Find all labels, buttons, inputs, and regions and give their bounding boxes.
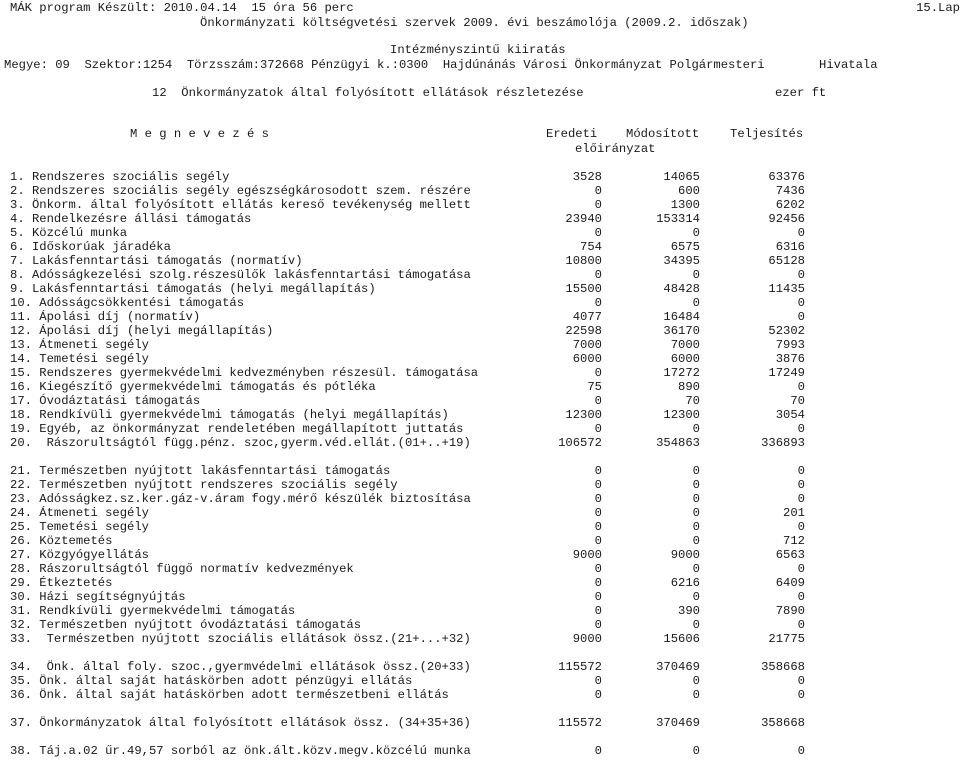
section-title: 12 Önkormányzatok által folyósított ellátások részletezése — [152, 86, 584, 100]
value-actual: 0 — [797, 492, 805, 506]
value-actual: 6409 — [775, 576, 805, 590]
value-modified: 6000 — [670, 352, 700, 366]
value-actual: 336893 — [761, 436, 805, 450]
row-label: 12. Ápolási díj (helyi megállapítás) — [10, 324, 274, 338]
value-original: 0 — [594, 674, 602, 688]
value-modified: 390 — [678, 604, 700, 618]
value-original: 0 — [594, 562, 602, 576]
table-row — [0, 310, 960, 324]
value-actual: 0 — [797, 688, 805, 702]
row-label: 22. Természetben nyújtott rendszeres szociális segély — [10, 478, 398, 492]
value-modified: 0 — [692, 464, 700, 478]
value-original: 23940 — [565, 212, 602, 226]
row-label: 13. Átmeneti segély — [10, 338, 149, 352]
table-row — [0, 632, 960, 646]
value-original: 0 — [594, 688, 602, 702]
value-actual: 0 — [797, 562, 805, 576]
value-original: 9000 — [572, 548, 602, 562]
value-actual: 11435 — [768, 282, 805, 296]
row-label: 6. Időskorúak járadéka — [10, 240, 171, 254]
value-original: 0 — [594, 520, 602, 534]
row-label: 23. Adósságkez.sz.ker.gáz-v.áram fogy.mérő készülék biztosítása — [10, 492, 471, 506]
value-actual: 0 — [797, 744, 805, 758]
value-modified: 9000 — [670, 548, 700, 562]
value-original: 12300 — [565, 408, 602, 422]
value-actual: 65128 — [768, 254, 805, 268]
value-modified: 0 — [692, 520, 700, 534]
value-actual: 712 — [783, 534, 805, 548]
value-original: 15500 — [565, 282, 602, 296]
value-modified: 17272 — [663, 366, 700, 380]
row-label: 16. Kiegészítő gyermekvédelmi támogatás és pótléka — [10, 380, 376, 394]
table-row — [0, 744, 960, 758]
row-label: 28. Rászorultságtól függő normatív kedvezmények — [10, 562, 354, 576]
table-row — [0, 618, 960, 632]
value-original: 7000 — [572, 338, 602, 352]
value-modified: 0 — [692, 744, 700, 758]
value-original: 0 — [594, 506, 602, 520]
table-row — [0, 170, 960, 184]
value-actual: 0 — [797, 478, 805, 492]
table-row — [0, 422, 960, 436]
value-modified: 0 — [692, 674, 700, 688]
row-label: 35. Önk. által saját hatáskörben adott pénzügyi ellátás — [10, 674, 413, 688]
table-row — [0, 184, 960, 198]
table-row — [0, 576, 960, 590]
table-row — [0, 254, 960, 268]
value-actual: 201 — [783, 506, 805, 520]
value-original: 0 — [594, 366, 602, 380]
row-label: 1. Rendszeres szociális segély — [10, 170, 230, 184]
value-original: 0 — [594, 464, 602, 478]
value-actual: 3054 — [775, 408, 805, 422]
row-label: 31. Rendkívüli gyermekvédelmi támogatás — [10, 604, 296, 618]
value-modified: 0 — [692, 268, 700, 282]
row-label: 17. Óvodáztatási támogatás — [10, 394, 201, 408]
value-actual: 0 — [797, 296, 805, 310]
value-actual: 92456 — [768, 212, 805, 226]
value-modified: 153314 — [656, 212, 700, 226]
row-label: 15. Rendszeres gyermekvédelmi kedvezményben részesül. támogatása — [10, 366, 479, 380]
value-actual: 358668 — [761, 660, 805, 674]
table-row — [0, 660, 960, 674]
row-label: 5. Közcélú munka — [10, 226, 128, 240]
value-actual: 358668 — [761, 716, 805, 730]
value-original: 0 — [594, 604, 602, 618]
value-actual: 7436 — [775, 184, 805, 198]
value-actual: 63376 — [768, 170, 805, 184]
table-row — [0, 366, 960, 380]
table-row — [0, 268, 960, 282]
value-actual: 6202 — [775, 198, 805, 212]
value-modified: 16484 — [663, 310, 700, 324]
value-modified: 7000 — [670, 338, 700, 352]
institution-info: Megye: 09 Szektor:1254 Törzsszám:372668 Pénzügyi k.:0300 Hajdúnánás Városi Önkormányzat Polgármesteri — [4, 58, 765, 72]
value-modified: 0 — [692, 492, 700, 506]
row-label: 32. Természetben nyújtott óvodáztatási támogatás — [10, 618, 362, 632]
value-original: 0 — [594, 618, 602, 632]
row-label: 34. Önk. által foly. szoc.,gyermvédelmi ellátások össz.(20+33) — [10, 660, 471, 674]
value-modified: 0 — [692, 226, 700, 240]
value-original: 0 — [594, 492, 602, 506]
row-label: 18. Rendkívüli gyermekvédelmi támogatás (helyi megállapítás) — [10, 408, 449, 422]
page-number: 15.Lap — [916, 1, 960, 15]
value-modified: 890 — [678, 380, 700, 394]
table-row — [0, 394, 960, 408]
table-row — [0, 436, 960, 450]
value-actual: 0 — [797, 380, 805, 394]
table-row — [0, 716, 960, 730]
row-label: 8. Adósságkezelési szolg.részesülők lakásfenntartási támogatása — [10, 268, 471, 282]
value-original: 3528 — [572, 170, 602, 184]
report-header-left: MÁK program Készült: 2010.04.14 15 óra 56 perc — [10, 1, 354, 15]
value-actual: 6316 — [775, 240, 805, 254]
table-row — [0, 674, 960, 688]
value-actual: 17249 — [768, 366, 805, 380]
value-original: 106572 — [558, 436, 602, 450]
table-row — [0, 240, 960, 254]
value-modified: 370469 — [656, 660, 700, 674]
value-original: 4077 — [572, 310, 602, 324]
value-original: 0 — [594, 296, 602, 310]
row-label: 30. Házi segítségnyújtás — [10, 590, 186, 604]
value-modified: 0 — [692, 618, 700, 632]
value-actual: 0 — [797, 422, 805, 436]
value-modified: 0 — [692, 422, 700, 436]
value-modified: 1300 — [670, 198, 700, 212]
column-header-modified: Módosított — [626, 127, 700, 141]
value-actual: 70 — [790, 394, 805, 408]
report-subtitle: Intézményszintű kiiratás — [390, 43, 566, 57]
value-actual: 6563 — [775, 548, 805, 562]
value-original: 115572 — [558, 660, 602, 674]
table-row — [0, 352, 960, 366]
table-row — [0, 212, 960, 226]
value-actual: 0 — [797, 310, 805, 324]
value-original: 0 — [594, 590, 602, 604]
value-modified: 70 — [685, 394, 700, 408]
value-actual: 52302 — [768, 324, 805, 338]
table-row — [0, 338, 960, 352]
value-modified: 370469 — [656, 716, 700, 730]
value-original: 0 — [594, 394, 602, 408]
value-modified: 14065 — [663, 170, 700, 184]
table-row — [0, 226, 960, 240]
column-header-name: M e g n e v e z é s — [130, 127, 269, 141]
value-original: 0 — [594, 268, 602, 282]
row-label: 3. Önkorm. által folyósított ellátás kereső tevékenység mellett — [10, 198, 471, 212]
table-row — [0, 296, 960, 310]
row-label: 2. Rendszeres szociális segély egészségkárosodott szem. részére — [10, 184, 471, 198]
value-modified: 0 — [692, 506, 700, 520]
value-original: 754 — [580, 240, 602, 254]
value-actual: 0 — [797, 618, 805, 632]
table-row — [0, 562, 960, 576]
value-modified: 6575 — [670, 240, 700, 254]
value-original: 75 — [587, 380, 602, 394]
value-original: 0 — [594, 184, 602, 198]
value-actual: 7993 — [775, 338, 805, 352]
table-row — [0, 198, 960, 212]
row-label: 4. Rendelkezésre állási támogatás — [10, 212, 252, 226]
value-actual: 0 — [797, 520, 805, 534]
table-row — [0, 464, 960, 478]
value-modified: 0 — [692, 688, 700, 702]
row-label: 38. Táj.a.02 űr.49,57 sorból az önk.ált.közv.megv.közcélú munka — [10, 744, 471, 758]
row-label: 10. Adósságcsökkentési támogatás — [10, 296, 245, 310]
value-modified: 6216 — [670, 576, 700, 590]
value-actual: 0 — [797, 268, 805, 282]
value-modified: 0 — [692, 478, 700, 492]
value-modified: 600 — [678, 184, 700, 198]
value-modified: 12300 — [663, 408, 700, 422]
value-original: 0 — [594, 576, 602, 590]
value-modified: 354863 — [656, 436, 700, 450]
value-modified: 0 — [692, 296, 700, 310]
table-row — [0, 408, 960, 422]
table-row — [0, 548, 960, 562]
value-original: 22598 — [565, 324, 602, 338]
row-label: 37. Önkormányzatok által folyósított ellátások össz. (34+35+36) — [10, 716, 471, 730]
row-label: 36. Önk. által saját hatáskörben adott természetbeni ellátás — [10, 688, 449, 702]
row-label: 29. Étkeztetés — [10, 576, 113, 590]
column-header-actual: Teljesítés — [730, 127, 804, 141]
value-original: 115572 — [558, 716, 602, 730]
value-modified: 48428 — [663, 282, 700, 296]
value-original: 0 — [594, 198, 602, 212]
row-label: 20. Rászorultságtól függ.pénz. szoc,gyerm.véd.ellát.(01+..+19) — [10, 436, 471, 450]
value-original: 0 — [594, 226, 602, 240]
table-row — [0, 604, 960, 618]
value-modified: 0 — [692, 562, 700, 576]
row-label: 7. Lakásfenntartási támogatás (normatív) — [10, 254, 303, 268]
value-actual: 0 — [797, 226, 805, 240]
value-original: 0 — [594, 478, 602, 492]
table-row — [0, 380, 960, 394]
column-header-original: Eredeti — [546, 127, 598, 141]
table-row — [0, 688, 960, 702]
row-label: 26. Köztemetés — [10, 534, 113, 548]
value-modified: 36170 — [663, 324, 700, 338]
table-row — [0, 492, 960, 506]
row-label: 25. Temetési segély — [10, 520, 149, 534]
value-modified: 0 — [692, 590, 700, 604]
institution-info-end: Hivatala — [819, 58, 878, 72]
table-row — [0, 590, 960, 604]
value-modified: 34395 — [663, 254, 700, 268]
value-actual: 0 — [797, 674, 805, 688]
value-actual: 7890 — [775, 604, 805, 618]
row-label: 14. Temetési segély — [10, 352, 149, 366]
table-row — [0, 282, 960, 296]
table-row — [0, 324, 960, 338]
value-actual: 21775 — [768, 632, 805, 646]
value-modified: 0 — [692, 534, 700, 548]
value-original: 10800 — [565, 254, 602, 268]
row-label: 21. Természetben nyújtott lakásfenntartási támogatás — [10, 464, 391, 478]
value-original: 0 — [594, 744, 602, 758]
row-label: 33. Természetben nyújtott szociális ellátások össz.(21+...+32) — [10, 632, 471, 646]
table-row — [0, 506, 960, 520]
value-actual: 0 — [797, 590, 805, 604]
value-original: 0 — [594, 534, 602, 548]
row-label: 11. Ápolási díj (normatív) — [10, 310, 201, 324]
value-actual: 3876 — [775, 352, 805, 366]
row-label: 24. Átmeneti segély — [10, 506, 149, 520]
row-label: 9. Lakásfenntartási támogatás (helyi megállapítás) — [10, 282, 376, 296]
value-actual: 0 — [797, 464, 805, 478]
value-original: 6000 — [572, 352, 602, 366]
table-row — [0, 534, 960, 548]
table-row — [0, 520, 960, 534]
table-row — [0, 478, 960, 492]
value-original: 0 — [594, 422, 602, 436]
value-original: 9000 — [572, 632, 602, 646]
row-label: 27. Közgyógyellátás — [10, 548, 149, 562]
report-title: Önkormányzati költségvetési szervek 2009. évi beszámolója (2009.2. időszak) — [200, 16, 749, 30]
row-label: 19. Egyéb, az önkormányzat rendeletében megállapított juttatás — [10, 422, 464, 436]
unit-label: ezer ft — [775, 86, 827, 100]
value-modified: 15606 — [663, 632, 700, 646]
column-header-original-sub: előirányzat — [575, 142, 656, 156]
